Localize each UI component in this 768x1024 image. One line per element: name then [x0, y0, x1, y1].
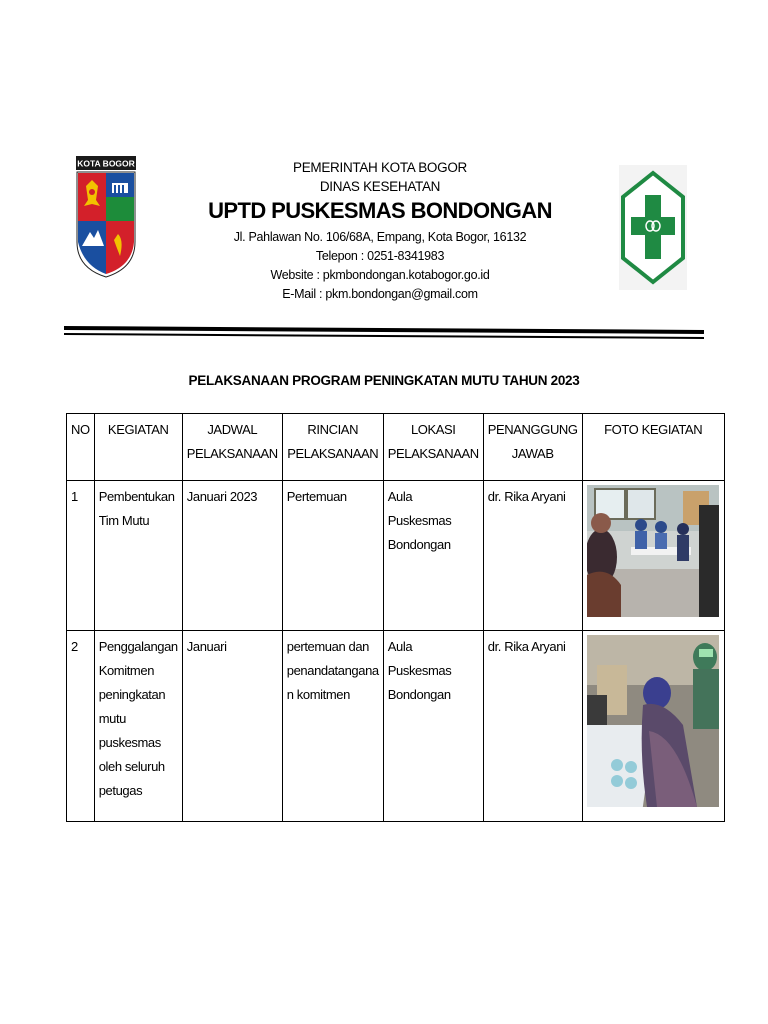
email: E-Mail : pkm.bondongan@gmail.com — [282, 287, 478, 301]
row1-rincian: Pertemuan — [282, 481, 383, 631]
letterhead-text — [200, 158, 560, 304]
svg-text:KOTA BOGOR: KOTA BOGOR — [77, 158, 135, 169]
row1-foto-cell — [582, 481, 724, 631]
kota-bogor-logo — [76, 156, 136, 278]
row2-jadwal: Januari — [182, 631, 282, 822]
table-header-row — [67, 414, 725, 481]
row1-penanggung: dr. Rika Aryani — [483, 481, 582, 631]
row1-kegiatan: Pembentukan Tim Mutu — [94, 481, 182, 631]
row2-penanggung: dr. Rika Aryani — [483, 631, 582, 822]
phone: Telepon : 0251-8341983 — [315, 249, 445, 263]
row1-jadwal: Januari 2023 — [182, 481, 282, 631]
row2-lokasi: Aula Puskesmas Bondongan — [383, 631, 483, 822]
puskesmas-logo — [619, 165, 687, 290]
header-penanggung: PENANGGUNG JAWAB — [483, 414, 582, 481]
address: Jl. Pahlawan No. 106/68A, Empang, Kota Bogor, 16132 — [233, 230, 527, 244]
header-foto: FOTO KEGIATAN — [582, 414, 724, 481]
row1-no: 1 — [67, 481, 95, 631]
row2-kegiatan: Penggalangan Komitmen peningkatan mutu puskesmas oleh seluruh petugas — [94, 631, 182, 822]
row1-lokasi: Aula Puskesmas Bondongan — [383, 481, 483, 631]
government-name: PEMERINTAH KOTA BOGOR — [293, 160, 467, 175]
document-title: PELAKSANAAN PROGRAM PENINGKATAN MUTU TAHUN 2023 — [188, 373, 580, 388]
letterhead-divider-thin — [64, 333, 704, 339]
header-no: NO — [67, 414, 95, 481]
activity-photo-signing — [587, 635, 720, 815]
table-row — [67, 481, 725, 631]
activity-photo-meeting — [587, 485, 720, 625]
header-lokasi: LOKASI PELAKSANAAN — [383, 414, 483, 481]
website: Website : pkmbondongan.kotabogor.go.id — [270, 268, 490, 282]
row2-foto-cell — [582, 631, 724, 822]
department-name: DINAS KESEHATAN — [319, 179, 441, 194]
program-table — [66, 413, 725, 822]
table-row — [67, 631, 725, 822]
row2-no: 2 — [67, 631, 95, 822]
header-kegiatan: KEGIATAN — [94, 414, 182, 481]
header-jadwal: JADWAL PELAKSANAAN — [182, 414, 282, 481]
row2-rincian: pertemuan dan penandatangana n komitmen — [282, 631, 383, 822]
institution-title: UPTD PUSKESMAS BONDONGAN — [208, 198, 552, 223]
header-rincian: RINCIAN PELAKSANAAN — [282, 414, 383, 481]
